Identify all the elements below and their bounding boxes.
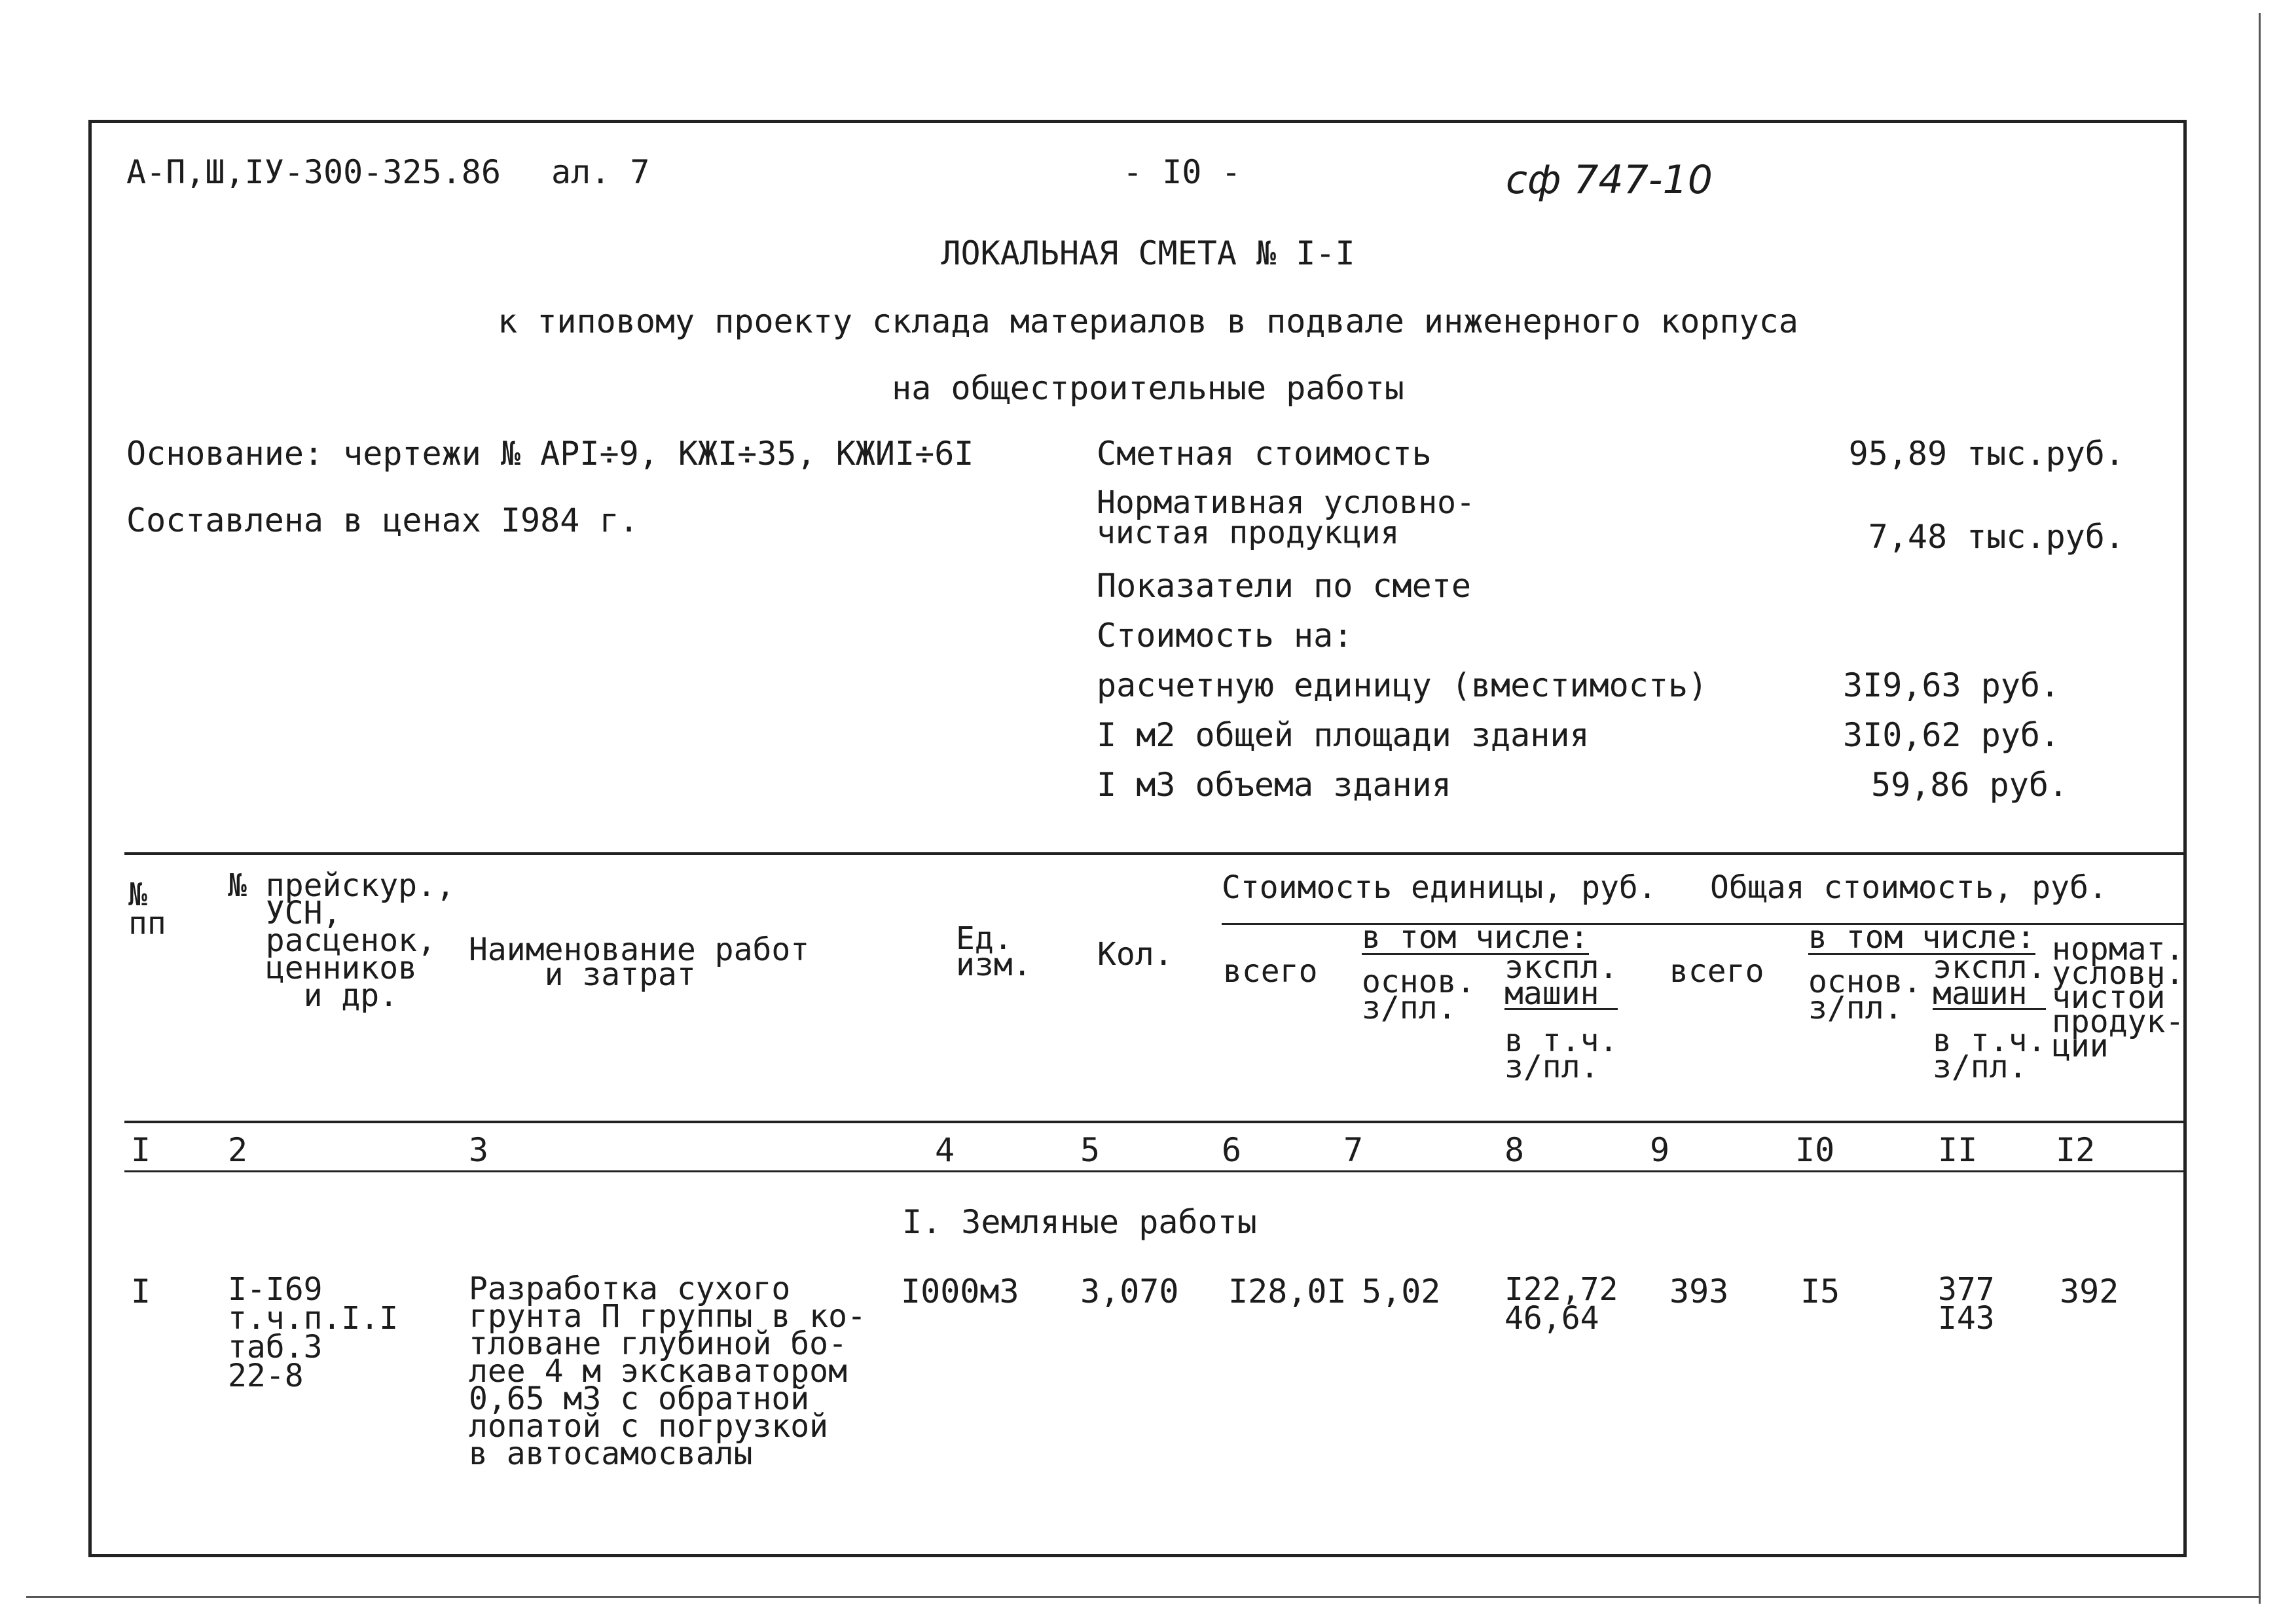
col-number: 2 bbox=[228, 1131, 248, 1169]
project-subtitle: к типовому проекту склада материалов в подвале инженерного корпуса bbox=[498, 302, 1798, 340]
works-subtitle: на общестроительные работы bbox=[892, 369, 1404, 407]
row-unit-ekspl: I22,72 46,64 bbox=[1504, 1271, 1618, 1337]
col-number: 3 bbox=[469, 1131, 489, 1169]
row-total-osnov: I5 bbox=[1800, 1272, 1840, 1310]
normative-value: 7,48 тыс.руб. bbox=[1868, 518, 2124, 556]
header-unit-osnov: основ. з/пл. bbox=[1362, 964, 1476, 1026]
cost-for-label: Стоимость на: bbox=[1097, 617, 1353, 655]
col-number: 7 bbox=[1343, 1131, 1364, 1169]
indicator-label: I м2 общей площади здания bbox=[1097, 716, 1590, 754]
basis-drawings: Основание: чертежи № АРI÷9, КЖI÷35, КЖИI÷6I bbox=[126, 435, 974, 473]
doc-code: А-П,Ш,IУ-300-325.86 bbox=[126, 153, 501, 191]
header-total-vtch: в т.ч. з/пл. bbox=[1933, 1022, 2047, 1085]
header-unit-cost-group: Стоимость единицы, руб. bbox=[1222, 869, 1657, 906]
row-total-ekspl: 377 I43 bbox=[1938, 1271, 1995, 1337]
handwritten-mark: сф 747-10 bbox=[1506, 157, 1713, 203]
bottom-edge-line bbox=[26, 1596, 2260, 1598]
header-qty: Кол. bbox=[1097, 936, 1173, 973]
header-total-ekspl: экспл. машин bbox=[1933, 949, 2047, 1012]
indicator-value: 59,86 руб. bbox=[1871, 766, 2069, 804]
col-number: 4 bbox=[935, 1131, 955, 1169]
col-number: I bbox=[131, 1131, 151, 1169]
basis-prices: Составлена в ценах I984 г. bbox=[126, 501, 639, 539]
row-normative: 392 bbox=[2060, 1272, 2119, 1310]
row-work-name: Разработка сухого грунта П группы в ко- тловане глубиной бо- лее 4 м экскаватором 0,65 м3 с обратной лопатой с погрузкой в автосамосвалы bbox=[469, 1271, 866, 1472]
header-unit-vtch: в т.ч. з/пл. bbox=[1504, 1022, 1618, 1085]
estimated-cost-value: 95,89 тыс.руб. bbox=[1848, 435, 2124, 473]
section-title: I. Земляные работы bbox=[902, 1203, 1257, 1241]
header-code: № прейскур., УСН, расценок, ценников и др. bbox=[228, 867, 455, 1014]
table-top-rule bbox=[124, 852, 2187, 855]
indicators-label: Показатели по смете bbox=[1097, 567, 1471, 605]
estimated-cost-label: Сметная стоимость bbox=[1097, 435, 1432, 473]
page-number: - I0 - bbox=[1123, 153, 1241, 191]
header-unit: Ед. изм. bbox=[956, 920, 1032, 983]
indicator-label: расчетную единицу (вместимость) bbox=[1097, 666, 1708, 704]
row-code: I-I69 т.ч.п.I.I таб.3 22-8 bbox=[228, 1271, 399, 1394]
row-qty: 3,070 bbox=[1080, 1272, 1179, 1310]
header-unit-incl: в том числе: bbox=[1362, 919, 1589, 956]
row-unit: I000м3 bbox=[901, 1272, 1019, 1310]
indicator-label: I м3 объема здания bbox=[1097, 766, 1451, 804]
header-unit-total: всего bbox=[1223, 953, 1318, 990]
row-unit-total: I28,0I bbox=[1228, 1272, 1347, 1310]
indicator-value: 3I9,63 руб. bbox=[1843, 666, 2060, 704]
row-unit-osnov: 5,02 bbox=[1362, 1272, 1441, 1310]
col-number: 6 bbox=[1222, 1131, 1242, 1169]
col-number: 5 bbox=[1080, 1131, 1101, 1169]
header-num: № пп bbox=[128, 876, 166, 942]
header-total-incl: в том числе: bbox=[1808, 919, 2035, 956]
row-num: I bbox=[131, 1272, 151, 1310]
header-total-cost-group: Общая стоимость, руб. bbox=[1710, 869, 2107, 906]
col-number: 8 bbox=[1504, 1131, 1525, 1169]
indicator-value: 3I0,62 руб. bbox=[1843, 716, 2060, 754]
album-label: ал. 7 bbox=[551, 153, 650, 191]
col-numbers-rule bbox=[124, 1170, 2187, 1172]
header-unit-ekspl: экспл. машин bbox=[1504, 949, 1618, 1012]
col-number: II bbox=[1938, 1131, 1978, 1169]
header-normative: нормат. условн. чистой продук- ции bbox=[2052, 931, 2185, 1064]
col-number: 9 bbox=[1650, 1131, 1670, 1169]
normative-label: Нормативная условно- чистая продукция bbox=[1097, 484, 1475, 551]
header-bottom-rule bbox=[124, 1121, 2187, 1123]
header-total-osnov: основ. з/пл. bbox=[1808, 964, 1922, 1026]
col-number: I2 bbox=[2056, 1131, 2096, 1169]
header-name: Наименование работ и затрат bbox=[469, 931, 810, 993]
col-number: I0 bbox=[1795, 1131, 1835, 1169]
row-total: 393 bbox=[1669, 1272, 1729, 1310]
estimate-title: ЛОКАЛЬНАЯ СМЕТА № I-I bbox=[941, 234, 1355, 272]
header-total: всего bbox=[1669, 953, 1764, 990]
